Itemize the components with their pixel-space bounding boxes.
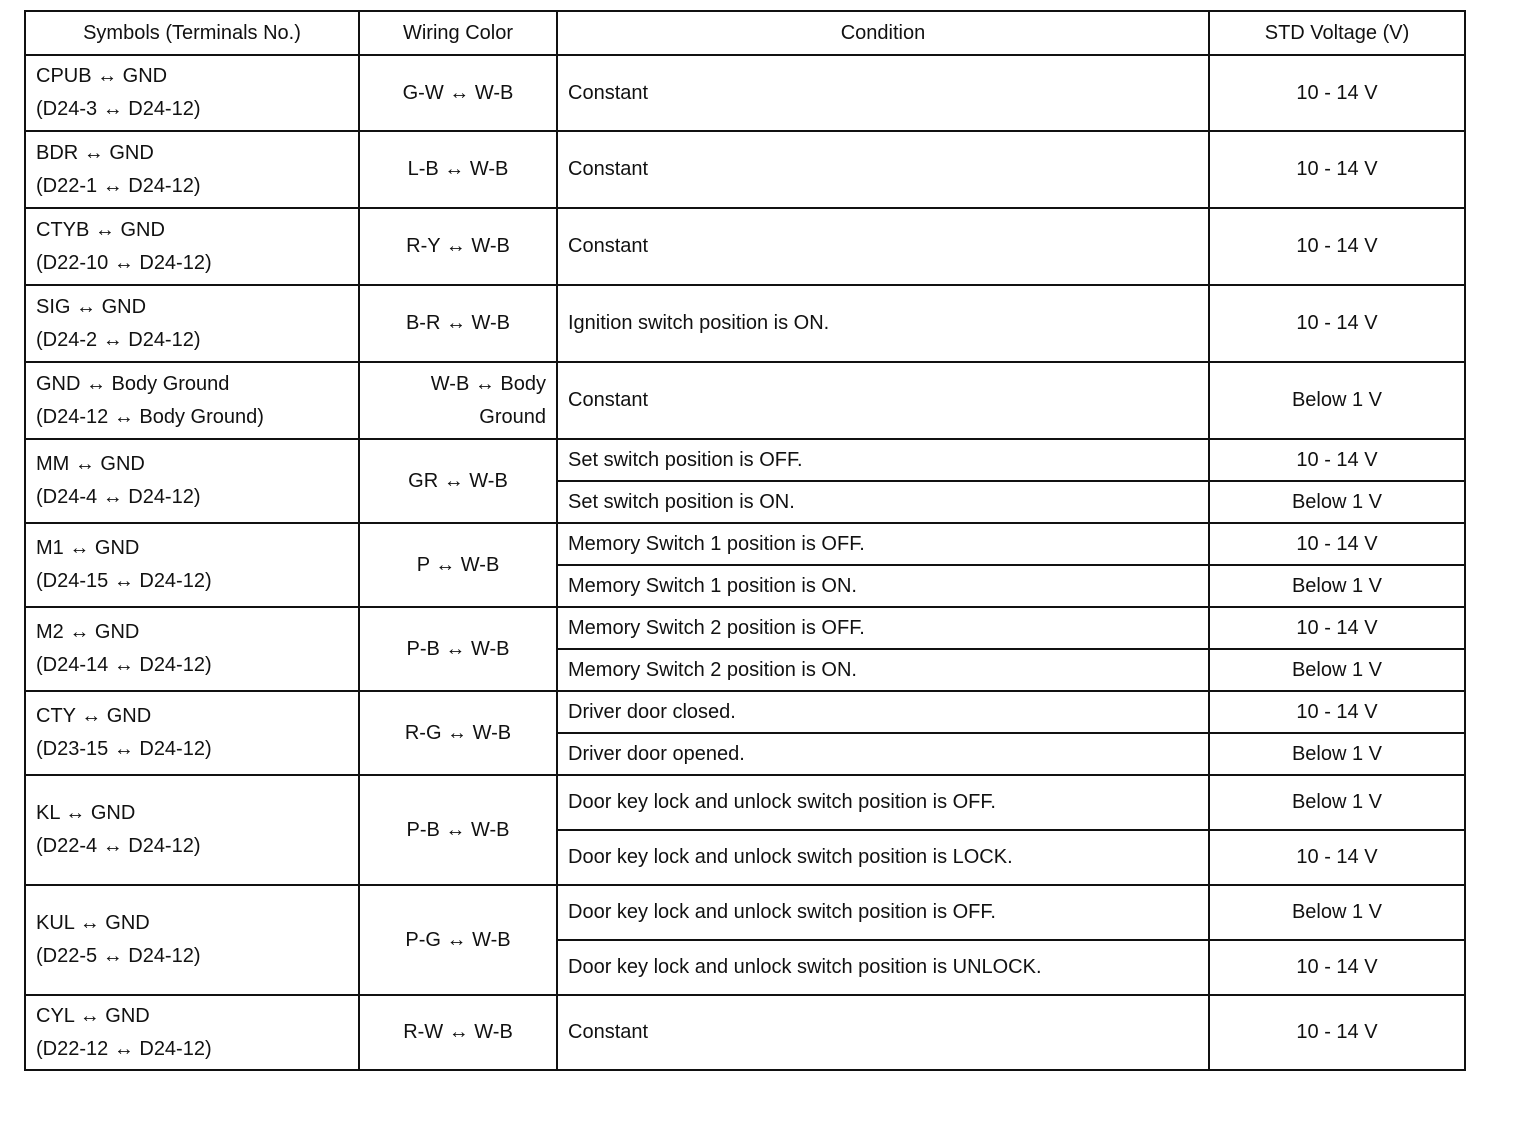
table-row — [25, 523, 1465, 565]
terminal-symbol-cell — [25, 775, 359, 885]
terminal-numbers: (D24-12 ↔ Body Ground) — [36, 405, 264, 428]
table-row — [25, 607, 1465, 649]
terminal-symbol: M1 ↔ GND — [36, 537, 140, 559]
terminal-symbol-cell — [25, 607, 359, 691]
terminal-symbol: KUL ↔ GND — [36, 912, 150, 934]
terminal-symbol: CYL ↔ GND — [36, 1004, 150, 1027]
terminal-symbol-cell — [25, 131, 359, 208]
terminal-numbers: (D22-4 ↔ D24-12) — [36, 835, 201, 857]
terminal-numbers: (D24-14 ↔ D24-12) — [36, 654, 212, 676]
std-voltage-cell: Below 1 V — [1209, 885, 1465, 940]
condition-cell: Door key lock and unlock switch position is OFF. — [557, 885, 1209, 940]
terminal-numbers: (D23-15 ↔ D24-12) — [36, 738, 212, 760]
wiring-color-cell: B-R ↔ W-B — [359, 285, 557, 362]
table-row — [25, 208, 1465, 285]
condition-cell: Constant — [557, 362, 1209, 439]
terminal-symbol: SIG ↔ GND — [36, 295, 147, 318]
wiring-color-cell: R-Y ↔ W-B — [359, 208, 557, 285]
terminal-symbol: CTYB ↔ GND — [36, 218, 165, 241]
wiring-color-cell: L-B ↔ W-B — [359, 131, 557, 208]
wiring-color-continued: Ground — [479, 405, 546, 428]
terminal-symbol: MM ↔ GND — [36, 453, 145, 475]
wiring-color-cell: P ↔ W-B — [359, 523, 557, 607]
terminal-numbers: (D22-1 ↔ D24-12) — [36, 174, 201, 197]
wiring-color-cell: P-B ↔ W-B — [359, 607, 557, 691]
table-row — [25, 55, 1465, 131]
wiring-color-cell: GR ↔ W-B — [359, 439, 557, 523]
wiring-color-cell: P-G ↔ W-B — [359, 885, 557, 995]
std-voltage-cell: 10 - 14 V — [1209, 995, 1465, 1070]
terminal-symbol: CPUB ↔ GND — [36, 65, 168, 87]
std-voltage-cell: 10 - 14 V — [1209, 131, 1465, 208]
table-row — [25, 285, 1465, 362]
condition-cell: Memory Switch 1 position is ON. — [557, 565, 1209, 607]
std-voltage-cell: Below 1 V — [1209, 565, 1465, 607]
std-voltage-cell: Below 1 V — [1209, 775, 1465, 830]
header-wiring-color: Wiring Color — [359, 11, 557, 55]
condition-cell: Constant — [557, 995, 1209, 1070]
header-std-voltage: STD Voltage (V) — [1209, 11, 1465, 55]
terminal-numbers: (D24-15 ↔ D24-12) — [36, 570, 212, 592]
condition-cell: Memory Switch 2 position is ON. — [557, 649, 1209, 691]
std-voltage-cell: 10 - 14 V — [1209, 523, 1465, 565]
terminal-symbol-cell — [25, 439, 359, 523]
condition-cell: Set switch position is ON. — [557, 481, 1209, 523]
condition-cell: Door key lock and unlock switch position is OFF. — [557, 775, 1209, 830]
std-voltage-cell: 10 - 14 V — [1209, 940, 1465, 995]
std-voltage-cell: Below 1 V — [1209, 733, 1465, 775]
table-header-row — [25, 11, 1465, 55]
terminal-numbers: (D24-2 ↔ D24-12) — [36, 328, 201, 351]
terminal-symbol-cell — [25, 208, 359, 285]
terminal-voltage-table — [24, 10, 1466, 1071]
condition-cell: Memory Switch 2 position is OFF. — [557, 607, 1209, 649]
std-voltage-cell: 10 - 14 V — [1209, 607, 1465, 649]
condition-cell: Constant — [557, 55, 1209, 131]
table-row — [25, 775, 1465, 830]
terminal-symbol-cell — [25, 362, 359, 439]
header-symbols: Symbols (Terminals No.) — [25, 11, 359, 55]
terminal-symbol: GND ↔ Body Ground — [36, 372, 230, 395]
std-voltage-cell: Below 1 V — [1209, 481, 1465, 523]
terminal-symbol: M2 ↔ GND — [36, 621, 140, 643]
terminal-symbol-cell — [25, 523, 359, 607]
table-row — [25, 885, 1465, 940]
terminal-numbers: (D22-5 ↔ D24-12) — [36, 945, 201, 967]
table-row — [25, 995, 1465, 1070]
table-row — [25, 131, 1465, 208]
terminal-symbol: CTY ↔ GND — [36, 705, 152, 727]
terminal-symbol-cell — [25, 55, 359, 131]
table-row — [25, 439, 1465, 481]
condition-cell: Constant — [557, 208, 1209, 285]
condition-cell: Driver door closed. — [557, 691, 1209, 733]
condition-cell: Door key lock and unlock switch position is UNLOCK. — [557, 940, 1209, 995]
table-body — [25, 55, 1465, 1070]
terminal-symbol-cell — [25, 885, 359, 995]
std-voltage-cell: 10 - 14 V — [1209, 830, 1465, 885]
wiring-color-cell: G-W ↔ W-B — [359, 55, 557, 131]
table-row — [25, 362, 1465, 439]
wiring-color-cell: R-W ↔ W-B — [359, 995, 557, 1070]
terminal-symbol-cell — [25, 995, 359, 1070]
table-row — [25, 691, 1465, 733]
terminal-symbol: BDR ↔ GND — [36, 141, 154, 164]
terminal-symbol: KL ↔ GND — [36, 802, 136, 824]
wiring-color-cell: R-G ↔ W-B — [359, 691, 557, 775]
wiring-color-cell: P-B ↔ W-B — [359, 775, 557, 885]
condition-cell: Set switch position is OFF. — [557, 439, 1209, 481]
terminal-numbers: (D24-4 ↔ D24-12) — [36, 486, 201, 508]
terminal-symbol-cell — [25, 285, 359, 362]
std-voltage-cell: 10 - 14 V — [1209, 208, 1465, 285]
terminal-symbol-cell — [25, 691, 359, 775]
wiring-color: W-B ↔ Body — [430, 372, 546, 395]
terminal-numbers: (D22-12 ↔ D24-12) — [36, 1037, 212, 1060]
terminal-numbers: (D22-10 ↔ D24-12) — [36, 251, 212, 274]
condition-cell: Constant — [557, 131, 1209, 208]
std-voltage-cell: 10 - 14 V — [1209, 285, 1465, 362]
condition-cell: Ignition switch position is ON. — [557, 285, 1209, 362]
terminal-numbers: (D24-3 ↔ D24-12) — [36, 98, 201, 120]
condition-cell: Memory Switch 1 position is OFF. — [557, 523, 1209, 565]
std-voltage-cell: 10 - 14 V — [1209, 439, 1465, 481]
wiring-color-cell — [359, 362, 557, 439]
std-voltage-cell: Below 1 V — [1209, 649, 1465, 691]
std-voltage-cell: 10 - 14 V — [1209, 55, 1465, 131]
condition-cell: Driver door opened. — [557, 733, 1209, 775]
condition-cell: Door key lock and unlock switch position is LOCK. — [557, 830, 1209, 885]
std-voltage-cell: 10 - 14 V — [1209, 691, 1465, 733]
header-condition: Condition — [557, 11, 1209, 55]
std-voltage-cell: Below 1 V — [1209, 362, 1465, 439]
